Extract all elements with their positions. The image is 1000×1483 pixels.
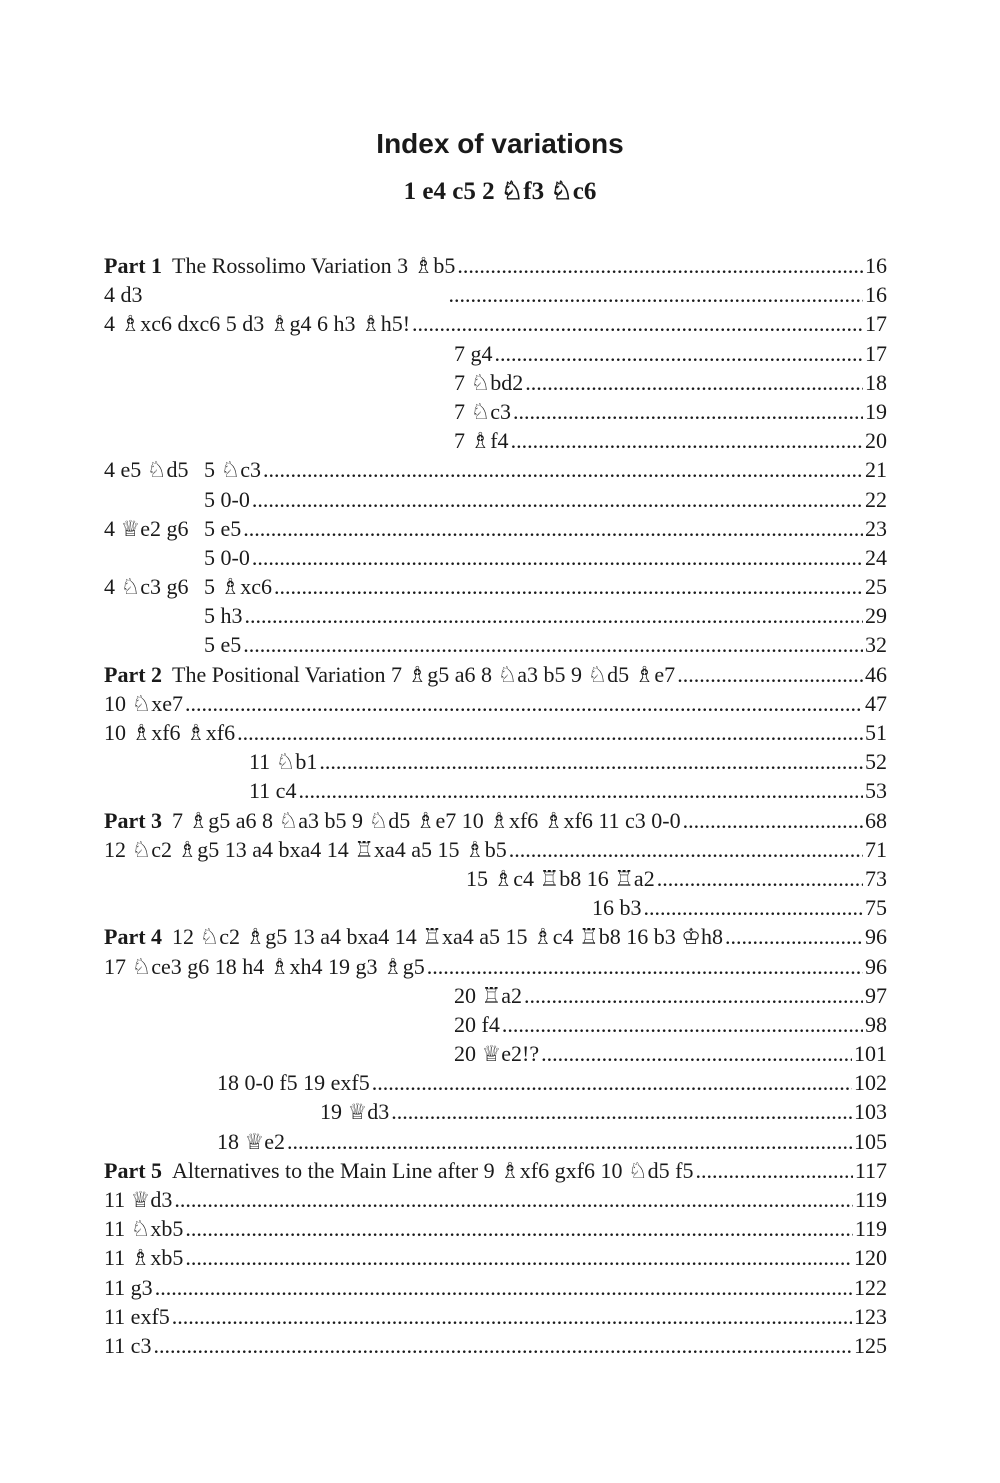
- page-number: 125: [854, 1332, 887, 1358]
- dot-leader: [644, 893, 864, 922]
- dot-leader: [155, 1273, 852, 1302]
- page-number: 16: [865, 282, 887, 308]
- dot-leader: [237, 718, 863, 747]
- index-entry: [217, 1127, 887, 1156]
- index-entry-text: [592, 893, 642, 922]
- page-number: 22: [865, 486, 887, 512]
- index-entry: [104, 922, 887, 951]
- variation-moves: 16 b3: [592, 895, 642, 921]
- index-entry: [249, 747, 887, 776]
- index-row: [0, 572, 1000, 601]
- opening-moves-subtitle: 1 e4 c5 2 ♘f3 ♘c6: [403, 178, 597, 205]
- page-number: 17: [865, 340, 887, 366]
- dot-leader: [683, 806, 863, 835]
- index-entry: [454, 397, 887, 426]
- index-row: [0, 1185, 1000, 1214]
- index-row: [0, 1156, 1000, 1185]
- page-number: 122: [854, 1274, 887, 1300]
- page-number: 73: [865, 865, 887, 891]
- page-number: 52: [865, 749, 887, 775]
- index-entry-text: [204, 543, 250, 572]
- index-entry: [104, 1243, 887, 1272]
- index-entry-text: [454, 397, 511, 426]
- variation-moves: 5 e5: [204, 515, 242, 541]
- page-number: 51: [865, 720, 887, 745]
- dot-leader: [427, 952, 863, 981]
- variation-moves: 5 h3: [204, 603, 243, 629]
- index-row-prefix: 4 e5 ♘d5: [104, 457, 189, 483]
- index-entry-text: [204, 572, 272, 601]
- index-entry-text: [104, 280, 143, 309]
- index-entry: [104, 835, 887, 864]
- index-entry: [217, 1068, 887, 1097]
- index-entry-text: [466, 864, 655, 893]
- variation-moves: The Rossolimo Variation 3 ♗b5: [172, 253, 456, 278]
- index-entry: [104, 309, 887, 338]
- page-number: 25: [865, 574, 887, 600]
- variation-moves: 11 c3: [104, 1332, 152, 1358]
- index-entry: [104, 1185, 887, 1214]
- index-row: [0, 835, 1000, 864]
- index-entry: [204, 543, 887, 572]
- page-number: 16: [865, 253, 887, 278]
- index-entry-text: [104, 1156, 694, 1185]
- variation-moves: 5 0-0: [204, 486, 250, 512]
- dot-leader: [274, 572, 863, 601]
- dot-leader: [185, 1243, 852, 1272]
- page-number: 119: [854, 1187, 887, 1212]
- page-number: 68: [865, 807, 887, 833]
- index-entry-text: [454, 1039, 539, 1068]
- variation-moves: 12 ♘c2 ♗g5 13 a4 bxa4 14 ♖xa4 a5 15 ♗b5: [104, 836, 507, 862]
- index-entry-text: [104, 1185, 172, 1214]
- index-row: [0, 1127, 1000, 1156]
- dot-leader: [245, 601, 864, 630]
- index-entry: [454, 1039, 887, 1068]
- index-row: [0, 630, 1000, 659]
- dot-leader: [457, 251, 863, 280]
- index-entry-text: [104, 660, 675, 689]
- variation-moves: 11 ♘xb5: [104, 1216, 184, 1242]
- dot-leader: [252, 485, 863, 514]
- variation-moves: 19 ♕d3: [320, 1099, 390, 1125]
- index-entry: [454, 368, 887, 397]
- index-entry: [104, 952, 887, 981]
- index-entry: [204, 485, 887, 514]
- index-row: [0, 922, 1000, 951]
- variation-moves: 11 c4: [249, 778, 297, 804]
- variation-moves: 10 ♗xf6 ♗xf6: [104, 720, 236, 745]
- index-row: [0, 280, 1000, 309]
- variation-moves: Alternatives to the Main Line after 9 ♗xf6 gxf6 10 ♘d5 f5: [172, 1157, 694, 1183]
- variation-moves: 11 ♗xb5: [104, 1245, 184, 1271]
- part-label: Part 1: [104, 253, 163, 278]
- index-entry-text: [204, 485, 250, 514]
- index-entry-text: [454, 339, 493, 368]
- variation-moves: 4 ♗xc6 dxc6 5 d3 ♗g4 6 h3 ♗h5!: [104, 311, 411, 337]
- index-entry: [454, 426, 887, 455]
- index-entry-text: [454, 981, 522, 1010]
- page-number: 46: [865, 661, 887, 687]
- dot-leader: [391, 1097, 852, 1126]
- index-row: [0, 1243, 1000, 1272]
- index-entry-text: [104, 1302, 170, 1331]
- variation-moves: 11 exf5: [104, 1303, 170, 1329]
- index-entry: [454, 981, 887, 1010]
- index-row: [0, 1273, 1000, 1302]
- page-number: 96: [865, 924, 887, 950]
- index-entry: [104, 1273, 887, 1302]
- index-entry-text: [320, 1097, 389, 1126]
- index-entry-text: [204, 514, 241, 543]
- index-entry: [592, 893, 887, 922]
- index-row: [0, 893, 1000, 922]
- dot-leader: [696, 1156, 853, 1185]
- page-number: 53: [865, 778, 887, 804]
- dot-leader: [412, 309, 863, 338]
- dot-leader: [513, 397, 863, 426]
- index-row: [0, 543, 1000, 572]
- page-number: 24: [865, 544, 887, 570]
- index-entry: [204, 514, 887, 543]
- variation-moves: 20 ♖a2: [454, 982, 522, 1008]
- dot-leader: [243, 630, 863, 659]
- dot-leader: [511, 426, 863, 455]
- index-row: [0, 747, 1000, 776]
- index-row: [0, 1214, 1000, 1243]
- page-number: 97: [865, 982, 887, 1008]
- index-row: [0, 864, 1000, 893]
- variation-moves: 20 ♕e2!?: [454, 1041, 540, 1067]
- index-entry-text: [104, 1273, 153, 1302]
- index-entry-text: [104, 922, 723, 951]
- variation-moves: The Positional Variation 7 ♗g5 a6 8 ♘a3 b5 9 ♘d5 ♗e7: [172, 661, 676, 687]
- page-number: 98: [865, 1011, 887, 1037]
- variation-moves: 7 ♘bd2: [454, 369, 524, 395]
- variation-moves: 11 g3: [104, 1274, 153, 1300]
- index-entry-text: [454, 426, 509, 455]
- index-row: [0, 455, 1000, 484]
- index-row: [0, 1302, 1000, 1331]
- dot-leader: [174, 1185, 852, 1214]
- variation-moves: 17 ♘ce3 g6 18 h4 ♗xh4 19 g3 ♗g5: [104, 953, 425, 979]
- index-row: [0, 368, 1000, 397]
- page-number: 101: [854, 1041, 887, 1067]
- index-row: [0, 601, 1000, 630]
- page-number: 120: [854, 1245, 887, 1271]
- dot-leader: [524, 981, 863, 1010]
- dot-leader: [243, 514, 863, 543]
- index-row: [0, 485, 1000, 514]
- index-entry: [104, 718, 887, 747]
- index-entry-text: [217, 1068, 370, 1097]
- variation-moves: 5 ♗xc6: [204, 574, 272, 600]
- variation-moves: 5 ♘c3: [204, 457, 261, 483]
- variation-moves: 5 0-0: [204, 544, 250, 570]
- dot-leader: [185, 689, 863, 718]
- dot-leader: [509, 835, 863, 864]
- index-entry: [104, 251, 887, 280]
- index-row: [0, 981, 1000, 1010]
- index-row: [0, 397, 1000, 426]
- index-row: [0, 339, 1000, 368]
- index-entry-text: [204, 455, 261, 484]
- page-number: 123: [854, 1303, 887, 1329]
- part-label: Part 4: [104, 924, 163, 950]
- page-number: 18: [865, 369, 887, 395]
- page-number: 47: [865, 690, 887, 716]
- dot-leader: [252, 543, 863, 572]
- index-entry-text: [104, 309, 410, 338]
- index-entry-text: [454, 368, 523, 397]
- index-entry: [104, 660, 887, 689]
- variation-moves: 11 ♕d3: [104, 1187, 173, 1212]
- variation-moves: 18 ♕e2: [217, 1128, 285, 1154]
- index-entry: [249, 776, 887, 805]
- index-entry-text: [104, 1243, 183, 1272]
- page-number: 19: [865, 398, 887, 424]
- index-entry: [204, 455, 887, 484]
- part-label: Part 5: [104, 1157, 163, 1183]
- index-row: [0, 776, 1000, 805]
- index-entry: [104, 1302, 887, 1331]
- index-entry-text: [249, 747, 317, 776]
- dot-leader: [185, 1214, 852, 1243]
- index-entry: [454, 1010, 887, 1039]
- variation-moves: 7 ♘c3: [454, 398, 511, 424]
- index-entry: [454, 339, 887, 368]
- index-entry: [104, 806, 887, 835]
- index-entry-text: [104, 1331, 151, 1360]
- variation-moves: 18 0-0 f5 19 exf5: [217, 1070, 370, 1096]
- index-entry-text: [104, 689, 183, 718]
- index-row: [0, 426, 1000, 455]
- page-number: 96: [865, 953, 887, 979]
- index-entry-text: [204, 630, 241, 659]
- index-entry: [104, 1214, 887, 1243]
- index-entry: [204, 572, 887, 601]
- dot-leader: [298, 776, 863, 805]
- variation-moves: 7 ♗g5 a6 8 ♘a3 b5 9 ♘d5 ♗e7 10 ♗xf6 ♗xf6 11 c3 0-0: [172, 807, 681, 833]
- index-row: [0, 251, 1000, 280]
- index-row: [0, 309, 1000, 338]
- variation-moves: 11 ♘b1: [249, 749, 318, 775]
- dot-leader: [263, 455, 863, 484]
- dot-leader: [677, 660, 863, 689]
- part-label: Part 2: [104, 661, 163, 687]
- index-row: [0, 689, 1000, 718]
- index-entry: [204, 601, 887, 630]
- variation-moves: 7 g4: [454, 340, 493, 366]
- index-entry: [104, 1331, 887, 1360]
- page-number: 119: [854, 1216, 887, 1242]
- index-entry-text: [204, 601, 243, 630]
- page-number: 75: [865, 895, 887, 921]
- index-row: [0, 1068, 1000, 1097]
- page-title: Index of variations: [376, 128, 624, 159]
- dot-leader: [287, 1127, 852, 1156]
- dot-leader: [502, 1010, 863, 1039]
- index-entry: [466, 864, 887, 893]
- variation-moves: 20 f4: [454, 1011, 500, 1037]
- index-entry: [320, 1097, 887, 1126]
- part-label: Part 3: [104, 807, 163, 833]
- variations-index: [0, 251, 1000, 1360]
- index-entry-text: [104, 806, 681, 835]
- index-row: [0, 1097, 1000, 1126]
- dot-leader: [495, 339, 864, 368]
- page-number: 105: [854, 1128, 887, 1154]
- index-entry: [104, 689, 887, 718]
- dot-leader: [449, 280, 864, 309]
- variation-moves: 10 ♘xe7: [104, 690, 183, 716]
- index-entry-text: [217, 1127, 285, 1156]
- index-entry-text: [104, 1214, 183, 1243]
- index-row: [0, 1331, 1000, 1360]
- index-row-prefix: 4 ♘c3 g6: [104, 574, 189, 600]
- index-row: [0, 806, 1000, 835]
- index-row: [0, 1039, 1000, 1068]
- index-entry-text: [104, 718, 235, 747]
- page-number: 23: [865, 515, 887, 541]
- variation-moves: 4 d3: [104, 282, 143, 308]
- page-number: 103: [854, 1099, 887, 1125]
- index-row: [0, 514, 1000, 543]
- index-row: [0, 660, 1000, 689]
- page-number: 29: [865, 603, 887, 629]
- variation-moves: 5 e5: [204, 632, 242, 658]
- page-number: 17: [865, 311, 887, 337]
- page-number: 117: [854, 1157, 887, 1183]
- index-row-prefix: 4 ♕e2 g6: [104, 515, 189, 541]
- variation-moves: 12 ♘c2 ♗g5 13 a4 bxa4 14 ♖xa4 a5 15 ♗c4 ♖b8 16 b3 ♔h8: [172, 924, 723, 950]
- page-number: 102: [854, 1070, 887, 1096]
- page-number: 71: [865, 836, 887, 862]
- variation-moves: 7 ♗f4: [454, 428, 509, 454]
- dot-leader: [525, 368, 863, 397]
- index-entry-text: [249, 776, 296, 805]
- dot-leader: [372, 1068, 852, 1097]
- dot-leader: [657, 864, 863, 893]
- index-entry: [104, 280, 887, 309]
- page-number: 20: [865, 428, 887, 454]
- index-entry: [204, 630, 887, 659]
- variation-moves: 15 ♗c4 ♖b8 16 ♖a2: [466, 865, 655, 891]
- dot-leader: [541, 1039, 852, 1068]
- page-number: 21: [865, 457, 887, 483]
- page-number: 32: [865, 632, 887, 658]
- dot-leader: [172, 1302, 852, 1331]
- index-row: [0, 718, 1000, 747]
- dot-leader: [725, 922, 863, 951]
- index-row: [0, 952, 1000, 981]
- index-entry-text: [104, 251, 455, 280]
- index-entry-text: [104, 835, 507, 864]
- index-entry-text: [104, 952, 425, 981]
- dot-leader: [153, 1331, 852, 1360]
- index-entry: [104, 1156, 887, 1185]
- dot-leader: [319, 747, 863, 776]
- index-entry-text: [454, 1010, 500, 1039]
- index-row: [0, 1010, 1000, 1039]
